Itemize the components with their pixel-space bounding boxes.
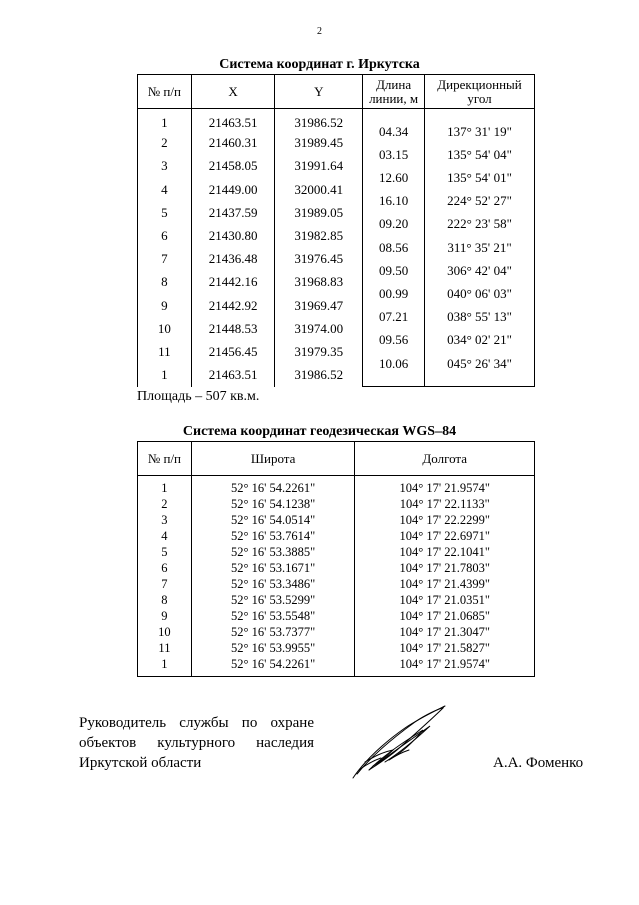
point-number-cell: 5 bbox=[138, 201, 192, 224]
table-row bbox=[138, 476, 535, 497]
point-number-cell: 5 bbox=[138, 544, 192, 560]
y-cell: 31969.47 bbox=[275, 294, 363, 317]
position-line-2: объектов культурного наследия bbox=[79, 735, 314, 751]
y-cell: 31982.85 bbox=[275, 224, 363, 247]
point-number-cell: 7 bbox=[138, 576, 192, 592]
wgs84-coordinates-table bbox=[137, 441, 535, 677]
longitude-cell: 104° 17' 21.7803" bbox=[355, 560, 535, 576]
x-cell: 21442.16 bbox=[191, 271, 275, 294]
table2-title: Система координат геодезическая WGS–84 bbox=[182, 424, 457, 439]
latitude-cell: 52° 16' 53.3486" bbox=[191, 576, 355, 592]
point-number-cell: 1 bbox=[138, 656, 192, 677]
page-number: 2 bbox=[317, 26, 322, 37]
header-longitude: Долгота bbox=[355, 442, 535, 476]
table-row bbox=[138, 496, 535, 512]
x-cell: 21449.00 bbox=[191, 178, 275, 201]
angle-cell: 222° 23' 58" bbox=[425, 213, 535, 236]
point-number-cell: 2 bbox=[138, 496, 192, 512]
length-cell: 12.60 bbox=[363, 166, 425, 189]
length-cell: 09.20 bbox=[363, 213, 425, 236]
point-number-cell: 1 bbox=[138, 364, 192, 387]
length-cell: 07.21 bbox=[363, 306, 425, 329]
angle-cell: 038° 55' 13" bbox=[425, 306, 535, 329]
point-number-cell: 11 bbox=[138, 640, 192, 656]
longitude-cell: 104° 17' 22.1041" bbox=[355, 544, 535, 560]
x-cell: 21430.80 bbox=[191, 224, 275, 247]
angle-cell bbox=[425, 109, 535, 121]
y-cell: 31986.52 bbox=[275, 109, 363, 132]
latitude-cell: 52° 16' 53.7377" bbox=[191, 624, 355, 640]
length-cell: 03.15 bbox=[363, 143, 425, 166]
angle-cell: 045° 26' 34" bbox=[425, 352, 535, 375]
table-row bbox=[138, 576, 535, 592]
longitude-cell: 104° 17' 21.4399" bbox=[355, 576, 535, 592]
signatory-name: А.А. Фоменко bbox=[493, 755, 584, 771]
x-cell: 21463.51 bbox=[191, 364, 275, 387]
longitude-cell: 104° 17' 22.6971" bbox=[355, 528, 535, 544]
table-row bbox=[138, 109, 535, 121]
header-number: № п/п bbox=[138, 442, 192, 476]
point-number-cell: 4 bbox=[138, 178, 192, 201]
point-number-cell: 3 bbox=[138, 155, 192, 178]
angle-cell bbox=[425, 375, 535, 387]
point-number-cell: 1 bbox=[138, 476, 192, 497]
point-number-cell: 7 bbox=[138, 248, 192, 271]
latitude-cell: 52° 16' 54.1238" bbox=[191, 496, 355, 512]
longitude-cell: 104° 17' 21.5827" bbox=[355, 640, 535, 656]
longitude-cell: 104° 17' 22.2299" bbox=[355, 512, 535, 528]
area-text: Площадь – 507 кв.м. bbox=[137, 389, 260, 404]
longitude-cell: 104° 17' 22.1133" bbox=[355, 496, 535, 512]
length-cell bbox=[363, 109, 425, 121]
point-number-cell: 8 bbox=[138, 592, 192, 608]
x-cell: 21458.05 bbox=[191, 155, 275, 178]
y-cell: 32000.41 bbox=[275, 178, 363, 201]
angle-cell: 306° 42' 04" bbox=[425, 259, 535, 282]
x-cell: 21456.45 bbox=[191, 340, 275, 363]
length-cell: 09.56 bbox=[363, 329, 425, 352]
length-cell: 04.34 bbox=[363, 120, 425, 143]
point-number-cell: 8 bbox=[138, 271, 192, 294]
x-cell: 21463.51 bbox=[191, 109, 275, 132]
table-row bbox=[138, 640, 535, 656]
latitude-cell: 52° 16' 54.2261" bbox=[191, 656, 355, 677]
table-row bbox=[138, 528, 535, 544]
point-number-cell: 11 bbox=[138, 340, 192, 363]
y-cell: 31979.35 bbox=[275, 340, 363, 363]
latitude-cell: 52° 16' 54.0514" bbox=[191, 512, 355, 528]
longitude-cell: 104° 17' 21.9574" bbox=[355, 656, 535, 677]
x-cell: 21437.59 bbox=[191, 201, 275, 224]
header-x: X bbox=[191, 75, 275, 109]
length-cell: 00.99 bbox=[363, 282, 425, 305]
x-cell: 21436.48 bbox=[191, 248, 275, 271]
longitude-cell: 104° 17' 21.3047" bbox=[355, 624, 535, 640]
header-latitude: Широта bbox=[191, 442, 355, 476]
length-cell bbox=[363, 375, 425, 387]
point-number-cell: 2 bbox=[138, 132, 192, 155]
y-cell: 31974.00 bbox=[275, 317, 363, 340]
latitude-cell: 52° 16' 53.3885" bbox=[191, 544, 355, 560]
x-cell: 21448.53 bbox=[191, 317, 275, 340]
y-cell: 31986.52 bbox=[275, 364, 363, 387]
x-cell: 21442.92 bbox=[191, 294, 275, 317]
table2-body bbox=[138, 476, 535, 677]
latitude-cell: 52° 16' 53.5548" bbox=[191, 608, 355, 624]
angle-cell: 034° 02' 21" bbox=[425, 329, 535, 352]
signatory-position bbox=[79, 713, 314, 773]
angle-cell: 137° 31' 19" bbox=[425, 120, 535, 143]
point-number-cell: 6 bbox=[138, 224, 192, 247]
table1-title: Система координат г. Иркутска bbox=[219, 57, 420, 72]
table1-body bbox=[138, 109, 535, 387]
latitude-cell: 52° 16' 53.9955" bbox=[191, 640, 355, 656]
y-cell: 31989.05 bbox=[275, 201, 363, 224]
latitude-cell: 52° 16' 53.1671" bbox=[191, 560, 355, 576]
latitude-cell: 52° 16' 54.2261" bbox=[191, 476, 355, 497]
position-line-3: Иркутской области bbox=[79, 755, 202, 771]
table-row bbox=[138, 608, 535, 624]
point-number-cell: 9 bbox=[138, 294, 192, 317]
angle-cell: 135° 54' 04" bbox=[425, 143, 535, 166]
angle-cell: 040° 06' 03" bbox=[425, 282, 535, 305]
header-y: Y bbox=[275, 75, 363, 109]
angle-cell: 135° 54' 01" bbox=[425, 166, 535, 189]
length-cell: 08.56 bbox=[363, 236, 425, 259]
header-length: Длина линии, м bbox=[363, 75, 425, 109]
length-cell: 09.50 bbox=[363, 259, 425, 282]
longitude-cell: 104° 17' 21.9574" bbox=[355, 476, 535, 497]
point-number-cell: 3 bbox=[138, 512, 192, 528]
latitude-cell: 52° 16' 53.7614" bbox=[191, 528, 355, 544]
header-angle: Дирекционный угол bbox=[425, 75, 535, 109]
table-row bbox=[138, 624, 535, 640]
length-cell: 16.10 bbox=[363, 190, 425, 213]
point-number-cell: 9 bbox=[138, 608, 192, 624]
y-cell: 31976.45 bbox=[275, 248, 363, 271]
y-cell: 31968.83 bbox=[275, 271, 363, 294]
y-cell: 31991.64 bbox=[275, 155, 363, 178]
x-cell: 21460.31 bbox=[191, 132, 275, 155]
table-row bbox=[138, 656, 535, 677]
point-number-cell: 1 bbox=[138, 109, 192, 132]
length-cell: 10.06 bbox=[363, 352, 425, 375]
latitude-cell: 52° 16' 53.5299" bbox=[191, 592, 355, 608]
table-row bbox=[138, 592, 535, 608]
y-cell: 31989.45 bbox=[275, 132, 363, 155]
point-number-cell: 4 bbox=[138, 528, 192, 544]
handwritten-signature bbox=[345, 700, 455, 785]
point-number-cell: 10 bbox=[138, 317, 192, 340]
longitude-cell: 104° 17' 21.0351" bbox=[355, 592, 535, 608]
point-number-cell: 6 bbox=[138, 560, 192, 576]
table-row bbox=[138, 560, 535, 576]
angle-cell: 224° 52' 27" bbox=[425, 190, 535, 213]
header-number: № п/п bbox=[138, 75, 192, 109]
position-line-1: Руководитель службы по охране bbox=[79, 715, 314, 731]
longitude-cell: 104° 17' 21.0685" bbox=[355, 608, 535, 624]
angle-cell: 311° 35' 21" bbox=[425, 236, 535, 259]
table-row bbox=[138, 512, 535, 528]
point-number-cell: 10 bbox=[138, 624, 192, 640]
irkutsk-coordinates-table bbox=[137, 74, 535, 387]
table-row bbox=[138, 544, 535, 560]
